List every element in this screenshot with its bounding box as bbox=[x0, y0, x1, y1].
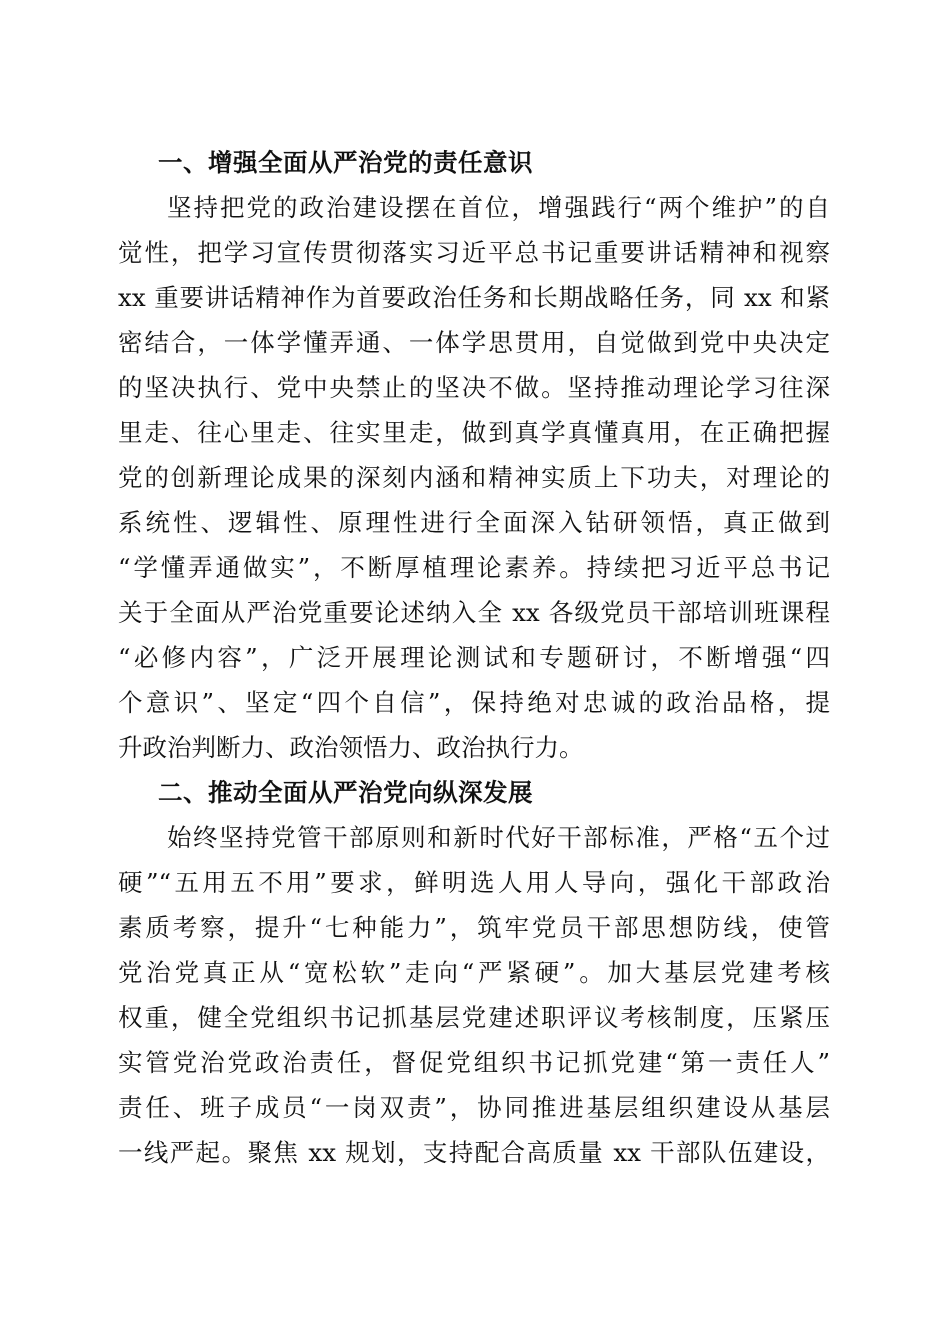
section-heading: 一、增强全面从严治党的责任意识 bbox=[158, 148, 533, 177]
paragraph-line: “必修内容”，广泛开展理论测试和专题研讨，不断增强“四 bbox=[118, 643, 830, 672]
paragraph-line: 党治党真正从“宽松软”走向“严紧硬”。加大基层党建考核 bbox=[118, 958, 830, 987]
paragraph-line: 党的创新理论成果的深刻内涵和精神实质上下功夫，对理论的 bbox=[118, 463, 830, 492]
paragraph-line: 硬”“五用五不用”要求，鲜明选人用人导向，强化干部政治 bbox=[118, 868, 830, 897]
paragraph-line: “学懂弄通做实”，不断厚植理论素养。持续把习近平总书记 bbox=[118, 553, 830, 582]
paragraph-line: 责任、班子成员“一岗双责”，协同推进基层组织建设从基层 bbox=[118, 1093, 830, 1122]
paragraph-line: 升政治判断力、政治领悟力、政治执行力。 bbox=[118, 733, 584, 762]
section-paragraph bbox=[118, 185, 830, 770]
paragraph-line: 个意识”、坚定“四个自信”，保持绝对忠诚的政治品格，提 bbox=[118, 688, 830, 717]
document-body bbox=[118, 140, 830, 1175]
paragraph-line: 素质考察，提升“七种能力”，筑牢党员干部思想防线，使管 bbox=[118, 913, 830, 942]
paragraph-line: 密结合，一体学懂弄通、一体学思贯用，自觉做到党中央决定 bbox=[118, 328, 830, 357]
paragraph-line: 始终坚持党管干部原则和新时代好干部标准，严格“五个过 bbox=[167, 823, 830, 852]
paragraph-line: 觉性，把学习宣传贯彻落实习近平总书记重要讲话精神和视察 bbox=[118, 238, 830, 267]
paragraph-line: 一线严起。聚焦 xx 规划，支持配合高质量 xx 干部队伍建设， bbox=[118, 1138, 830, 1167]
paragraph-line: 权重，健全党组织书记抓基层党建述职评议考核制度，压紧压 bbox=[118, 1003, 830, 1032]
paragraph-line: 关于全面从严治党重要论述纳入全 xx 各级党员干部培训班课程 bbox=[118, 598, 830, 627]
paragraph-line: 里走、往心里走、往实里走，做到真学真懂真用，在正确把握 bbox=[118, 418, 830, 447]
paragraph-line: xx 重要讲话精神作为首要政治任务和长期战略任务，同 xx 和紧 bbox=[118, 283, 830, 312]
paragraph-line: 实管党治党政治责任，督促党组织书记抓党建“第一责任人” bbox=[118, 1048, 830, 1077]
paragraph-line: 的坚决执行、党中央禁止的坚决不做。坚持推动理论学习往深 bbox=[118, 373, 830, 402]
section-paragraph bbox=[118, 815, 830, 1175]
paragraph-line: 系统性、逻辑性、原理性进行全面深入钻研领悟，真正做到 bbox=[118, 508, 830, 537]
section-heading: 二、推动全面从严治党向纵深发展 bbox=[158, 778, 533, 807]
paragraph-line: 坚持把党的政治建设摆在首位，增强践行“两个维护”的自 bbox=[167, 193, 830, 222]
